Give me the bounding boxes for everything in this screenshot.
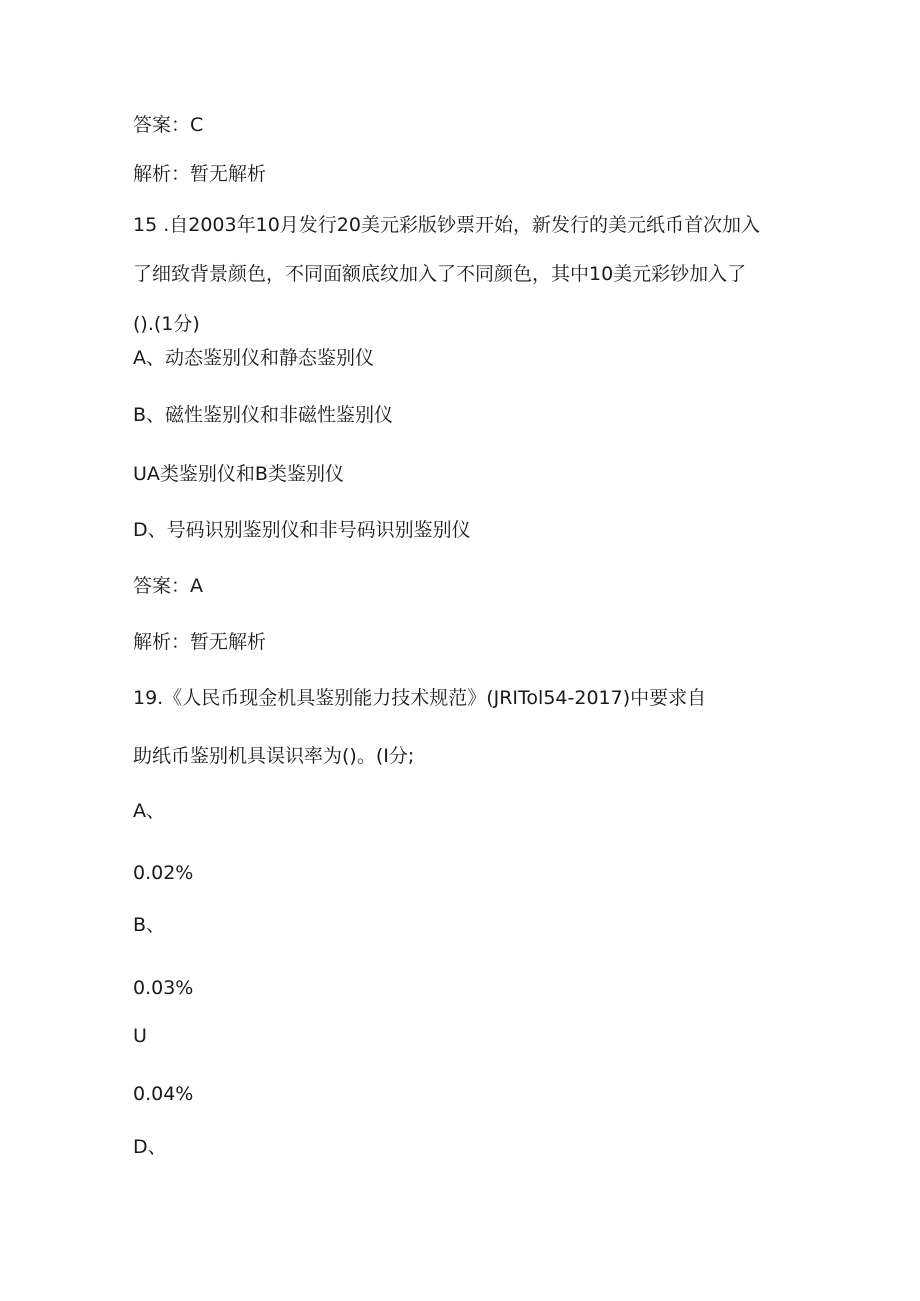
option-d: D、号码识别鉴别仪和非号码识别鉴别仪 [133, 519, 471, 541]
question-15-line-3: ().(1分) [133, 313, 200, 335]
option-d-label: D、 [133, 1136, 167, 1158]
option-b: B、磁性鉴别仪和非磁性鉴别仪 [133, 404, 394, 426]
question-19-line-2: 助纸币鉴别机具误识率为()。(I分; [133, 745, 415, 767]
option-b-value: 0.03% [133, 977, 194, 999]
question-15-line-1: 15 .自2003年10月发行20美元彩版钞票开始，新发行的美元纸币首次加入 [133, 214, 760, 236]
analysis-line: 解析：暂无解析 [133, 163, 267, 185]
question-15-line-2: 了细致背景颜色，不同面额底纹加入了不同颜色，其中10美元彩钞加入了 [133, 263, 747, 285]
question-19-line-1: 19.《人民币现金机具鉴别能力技术规范》(JRITol54-2017)中要求自 [133, 687, 707, 709]
answer-line-c: 答案：C [133, 114, 204, 136]
option-c: UA类鉴别仪和B类鉴别仪 [133, 463, 344, 485]
option-a: A、动态鉴别仪和静态鉴别仪 [133, 347, 374, 369]
option-a-label: A、 [133, 800, 165, 822]
option-c-value: 0.04% [133, 1083, 194, 1105]
option-c-label: U [133, 1025, 147, 1047]
analysis-line-2: 解析：暂无解析 [133, 631, 267, 653]
answer-line-a: 答案：A [133, 575, 203, 597]
option-a-value: 0.02% [133, 862, 194, 884]
option-b-label: B、 [133, 914, 166, 936]
